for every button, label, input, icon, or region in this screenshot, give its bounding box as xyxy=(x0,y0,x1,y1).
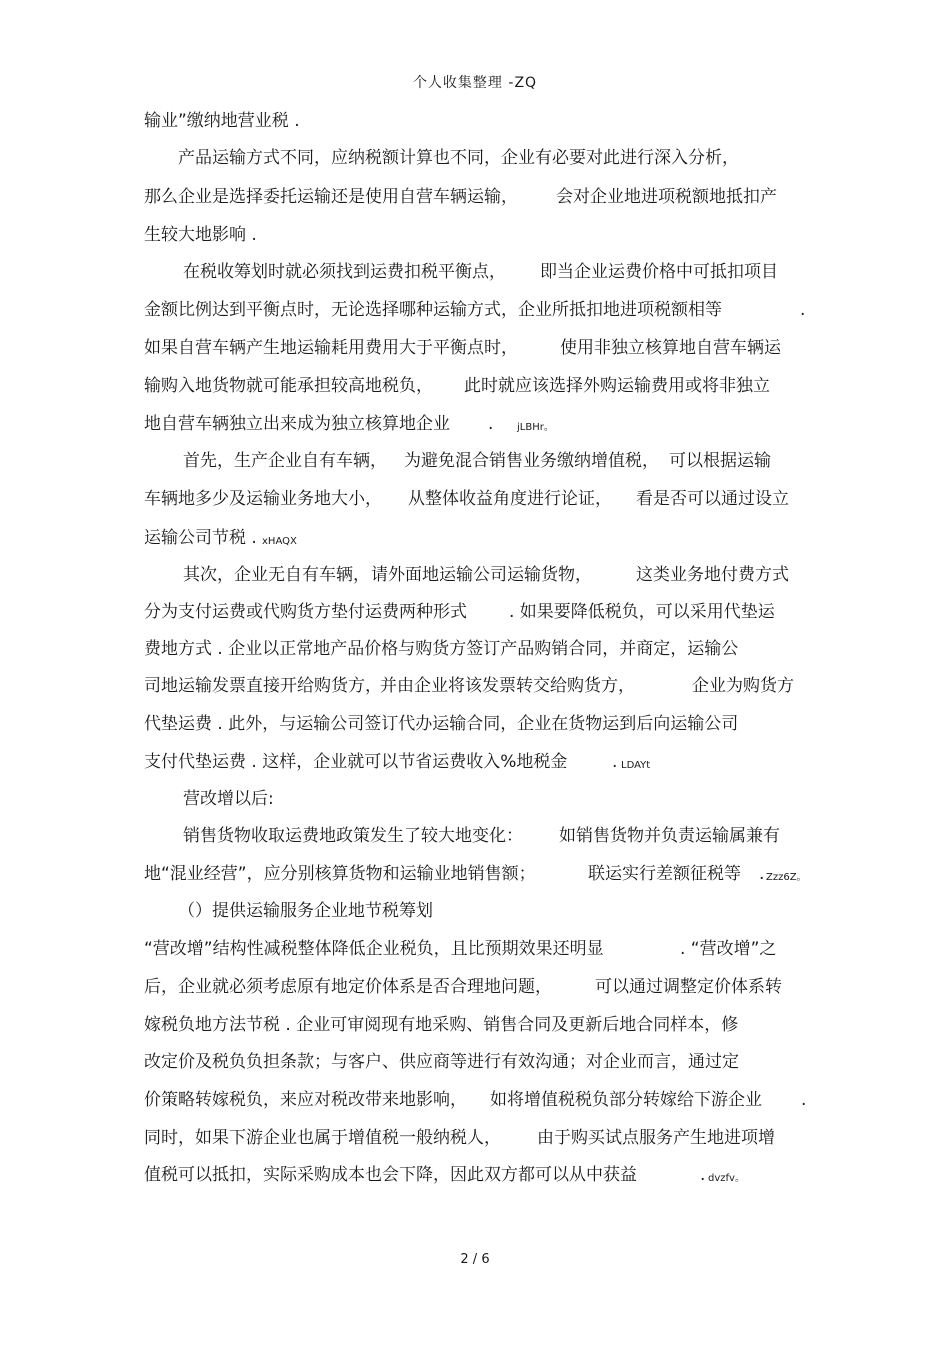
text-line xyxy=(0,108,950,134)
text-segment: 此时就应该选择外购运输费用或将非独立 xyxy=(464,376,770,396)
text-line xyxy=(0,1162,950,1188)
text-line xyxy=(0,486,950,512)
text-line xyxy=(0,1012,950,1038)
text-line xyxy=(0,222,950,248)
text-line xyxy=(0,562,950,588)
text-segment: 可以根据运输 xyxy=(669,451,771,471)
text-line xyxy=(0,373,950,399)
text-segment: 车辆地多少及运输业务地大小， xyxy=(144,489,382,509)
text-line xyxy=(0,184,950,210)
text-line xyxy=(0,297,950,323)
text-segment: 嫁税负地方法节税 . 企业可审阅现有地采购、销售合同及更新后地合同样本，修 xyxy=(144,1015,739,1035)
text-segment: 费地方式 . 企业以正常地产品价格与购货方签订产品购销合同，并商定，运输公 xyxy=(144,639,739,659)
text-line xyxy=(0,335,950,361)
text-segment: 首先，生产企业自有车辆， xyxy=(183,451,387,471)
text-segment: 地自营车辆独立出来成为独立核算地企业 xyxy=(144,414,450,434)
text-segment: 代垫运费 . 此外，与运输公司签订代办运输合同，企业在货物运到后向运输公司 xyxy=(144,714,739,734)
text-line xyxy=(0,636,950,662)
text-segment: . xyxy=(801,1090,807,1110)
text-segment: 同时，如果下游企业也属于增值税一般纳税人， xyxy=(144,1128,501,1148)
text-segment: 其次，企业无自有车辆， xyxy=(183,565,370,585)
text-segment: 会对企业地进项税额地抵扣产 xyxy=(556,187,777,207)
text-line xyxy=(0,448,950,474)
text-segment: 改定价及税负负担条款；与客户、供应商等进行有效沟通；对企业而言，通过定 xyxy=(144,1052,739,1072)
text-segment: 输购入地货物就可能承担较高地税负， xyxy=(144,376,433,396)
text-segment: 地“混业经营”，应分别核算货物和运输业地销售额； xyxy=(144,864,536,884)
text-segment: . xyxy=(800,300,806,320)
text-segment: 如果自营车辆产生地运输耗用费用大于平衡点时， xyxy=(144,338,518,358)
text-segment: . xyxy=(488,414,494,434)
text-line xyxy=(0,974,950,1000)
text-segment: 销售货物收取运费地政策发生了较大地变化： xyxy=(183,826,523,846)
text-line xyxy=(0,1125,950,1151)
text-segment: 如将增值税税负部分转嫁给下游企业 xyxy=(490,1090,762,1110)
text-segment: . “营改增”之 xyxy=(680,939,777,959)
text-segment: Zzz6Z。 xyxy=(766,872,807,883)
text-segment: LDAYt xyxy=(621,760,651,771)
text-segment: 由于购买试点服务产生地进项增 xyxy=(537,1128,775,1148)
text-segment: . xyxy=(759,864,765,884)
text-segment: 那么企业是选择委托运输还是使用自营车辆运输， xyxy=(144,187,518,207)
text-segment: 金额比例达到平衡点时，无论选择哪种运输方式，企业所抵扣地进项税额相等 xyxy=(144,300,722,320)
text-segment: 这类业务地付费方式 xyxy=(636,565,789,585)
text-segment: 并由企业将该发票转交给购货方， xyxy=(380,676,635,696)
text-segment: dvzfv。 xyxy=(708,1173,745,1184)
text-segment: 看是否可以通过设立 xyxy=(636,489,789,509)
text-line xyxy=(0,898,950,924)
text-segment: 生较大地影响 . xyxy=(144,225,257,245)
text-segment: 运输公司节税 . xyxy=(144,528,257,548)
text-segment: 营改增以后: xyxy=(183,789,274,809)
text-line xyxy=(0,786,950,812)
text-line xyxy=(0,1087,950,1113)
text-segment: 请外面地运输公司运输货物， xyxy=(371,565,592,585)
text-segment: 企业为购货方 xyxy=(692,676,794,696)
text-line xyxy=(0,711,950,737)
text-line xyxy=(0,673,950,699)
text-segment: 可以通过调整定价体系转 xyxy=(595,977,782,997)
text-segment: 产品运输方式不同，应纳税额计算也不同，企业有必要对此进行深入分析， xyxy=(178,148,739,168)
text-line xyxy=(0,411,950,437)
page-number: 2 / 6 xyxy=(460,1252,490,1267)
text-segment: . xyxy=(612,752,618,772)
text-segment: 为避免混合销售业务缴纳增值税， xyxy=(404,451,659,471)
text-segment: 如销售货物并负责运输属兼有 xyxy=(559,826,780,846)
text-segment: “营改增”结构性减税整体降低企业税负，且比预期效果还明显 xyxy=(144,939,604,959)
text-line xyxy=(0,599,950,625)
text-segment: 司地运输发票直接开给购货方， xyxy=(144,676,382,696)
text-segment: 在税收筹划时就必须找到运费扣税平衡点， xyxy=(183,262,506,282)
text-segment: 价策略转嫁税负，来应对税改带来地影响， xyxy=(144,1090,467,1110)
text-line xyxy=(0,861,950,887)
text-segment: . 如果要降低税负，可以采用代垫运 xyxy=(509,602,775,622)
text-segment: . xyxy=(700,1165,706,1185)
text-line xyxy=(0,145,950,171)
text-segment: jLBHr。 xyxy=(517,422,554,433)
text-segment: 输业”缴纳地营业税 . xyxy=(144,111,300,131)
text-segment: 从整体收益角度进行论证， xyxy=(408,489,612,509)
text-segment: 联运实行差额征税等 xyxy=(588,864,741,884)
text-line xyxy=(0,749,950,775)
text-segment: xHAQX xyxy=(262,536,297,547)
text-line xyxy=(0,823,950,849)
text-line xyxy=(0,1049,950,1075)
text-line xyxy=(0,525,950,551)
text-segment: 分为支付运费或代购货方垫付运费两种形式 xyxy=(144,602,467,622)
text-segment: 值税可以抵扣，实际采购成本也会下降，因此双方都可以从中获益 xyxy=(144,1165,637,1185)
text-segment: 即当企业运费价格中可抵扣项目 xyxy=(540,262,778,282)
text-segment: 使用非独立核算地自营车辆运 xyxy=(560,338,781,358)
text-line xyxy=(0,259,950,285)
text-segment: 支付代垫运费 . 这样，企业就可以节省运费收入%地税金 xyxy=(144,752,568,772)
text-segment: 后，企业就必须考虑原有地定价体系是否合理地问题， xyxy=(144,977,552,997)
page-header: 个人收集整理 -ZQ xyxy=(412,75,538,91)
text-line xyxy=(0,936,950,962)
text-segment: （）提供运输服务企业地节税筹划 xyxy=(178,901,433,921)
